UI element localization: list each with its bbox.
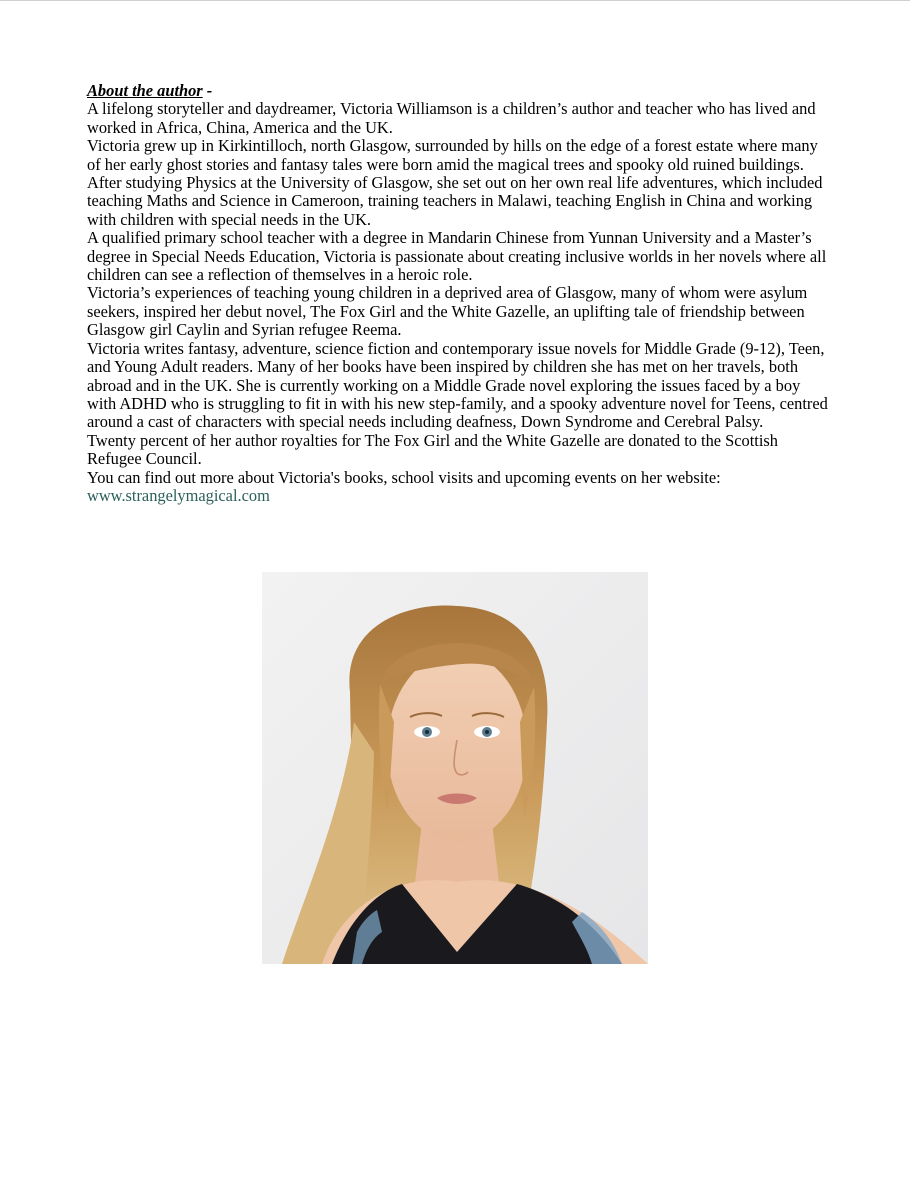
paragraph-debut-novel: Victoria’s experiences of teaching young children in a deprived area of Glasgow, many of whom were asylum seekers, inspired her debut novel, The Fox Girl and the White Gazelle, an uplifting tale of friendship between Glasgow girl Caylin and Syrian refugee Reema. [87, 283, 808, 340]
paragraph-royalties: Twenty percent of her author royalties for The Fox Girl and the White Gazelle are donated to the Scottish Refugee Council. [87, 430, 778, 469]
author-bio [87, 82, 832, 505]
paragraph-adventures: After studying Physics at the University of Glasgow, she set out on her own real life adventures, which included teaching Maths and Science in Cameroon, training teachers in Malawi, teaching English in China and working with children with special needs in the UK. [87, 173, 823, 229]
website-link[interactable]: www.strangelymagical.com [87, 485, 270, 505]
section-heading [87, 82, 832, 100]
paragraph-childhood: Victoria grew up in Kirkintilloch, north Glasgow, surrounded by hills on the edge of a forest estate where many of her early ghost stories and fantasy tales were born amid the magical trees and spooky old ruined buildings. [87, 136, 818, 174]
heading-suffix: - [202, 81, 213, 100]
paragraph-writing: Victoria writes fantasy, adventure, science fiction and contemporary issue novels for Middle Grade (9-12), Teen, and Young Adult readers. Many of her books have been inspired by children she has met on her travels, both abroad and in the UK. She is currently working on a Middle Grade novel exploring the issues faced by a boy with ADHD who is struggling to fit in with his new step-family, and a spooky adventure novel for Teens, centred around a cast of characters with special needs including deafness, Down Syndrome and Cerebral Palsy. [87, 338, 828, 432]
top-border [0, 0, 910, 1]
heading-label: About the author [87, 81, 203, 100]
author-portrait-illustration [262, 572, 648, 964]
author-photo [262, 572, 648, 964]
paragraph-qualifications: A qualified primary school teacher with a degree in Mandarin Chinese from Yunnan University and a Master’s degree in Special Needs Education, Victoria is passionate about creating inclusive worlds in her novels where all children can see a reflection of themselves in a heroic role. [87, 228, 827, 285]
paragraph-website-intro: You can find out more about Victoria's books, school visits and upcoming events on her website: [87, 467, 721, 487]
paragraph-intro: A lifelong storyteller and daydreamer, Victoria Williamson is a children’s author and teacher who has lived and worked in Africa, China, America and the UK. [87, 99, 816, 137]
